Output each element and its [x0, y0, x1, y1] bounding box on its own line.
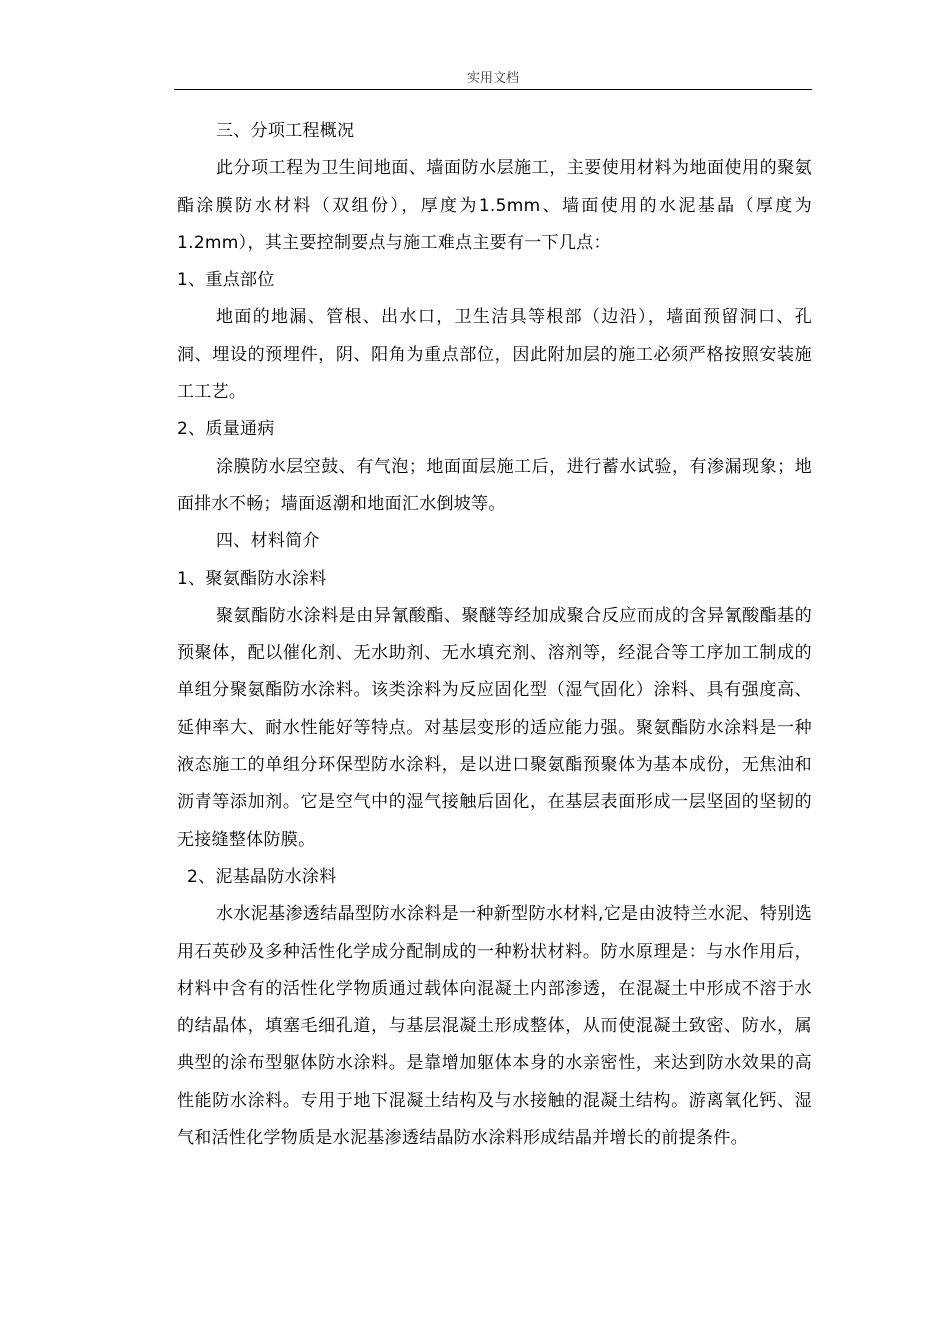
subheading-common-defects: 2、质量通病 — [177, 419, 275, 440]
section-heading-4: 四、材料简介 — [216, 531, 320, 552]
subheading-polyurethane: 1、聚氨酯防水涂料 — [177, 568, 327, 589]
page-header: 实用文档 — [466, 71, 519, 86]
header-divider — [174, 89, 812, 90]
paragraph-overview: 此分项工程为卫生间地面、墙面防水层施工，主要使用材料为地面使用的聚氨酯涂膜防水材料（双组份），厚度为1.5mm、墙面使用的水泥基晶（厚度为1.2mm），其主要控制要点与施工难点主要有一下几点： — [177, 158, 812, 253]
paragraph-cement-crystal: 水水泥基渗透结晶型防水涂料是一种新型防水材料,它是由波特兰水泥、特别选用石英砂及多种活性化学成分配制成的一种粉状材料。防水原理是：与水作用后，材料中含有的活性化学物质通过载体向混凝土内部渗透，在混凝土中形成不溶于水的结晶体，填塞毛细孔道，与基层混凝土形成整体，从而使混凝土致密、防水，属典型的涂布型躯体防水涂料。是靠增加躯体本身的水亲密性，来达到防水效果的高性能防水涂料。专用于地下混凝土结构及与水接触的混凝土结构。游离氧化钙、湿气和活性化学物质是水泥基渗透结晶防水涂料形成结晶并增长的前提条件。 — [177, 904, 812, 1149]
paragraph-polyurethane: 聚氨酯防水涂料是由异氰酸酯、聚醚等经加成聚合反应而成的含异氰酸酯基的预聚体，配以催化剂、无水助剂、无水填充剂、溶剂等，经混合等工序加工制成的单组分聚氨酯防水涂料。该类涂料为反应固化型（湿气固化）涂料、具有强度高、延伸率大、耐水性能好等特点。对基层变形的适应能力强。聚氨酯防水涂料是一种液态施工的单组分环保型防水涂料，是以进口聚氨酯预聚体为基本成份，无焦油和沥青等添加剂。它是空气中的湿气接触后固化，在基层表面形成一层坚固的坚韧的无接缝整体防膜。 — [177, 605, 812, 850]
document-body — [177, 113, 812, 1157]
paragraph-key-areas: 地面的地漏、管根、出水口，卫生洁具等根部（边沿），墙面预留洞口、孔洞、埋设的预埋件，阴、阳角为重点部位，因此附加层的施工必须严格按照安装施工工艺。 — [177, 307, 812, 403]
subheading-cement-crystal: 2、泥基晶防水涂料 — [187, 866, 337, 887]
section-heading-3: 三、分项工程概况 — [216, 121, 355, 141]
paragraph-common-defects: 涂膜防水层空鼓、有气泡；地面面层施工后，进行蓄水试验，有渗漏现象；地面排水不畅；墙面返潮和地面汇水倒坡等。 — [177, 456, 812, 514]
subheading-key-areas: 1、重点部位 — [177, 270, 275, 291]
